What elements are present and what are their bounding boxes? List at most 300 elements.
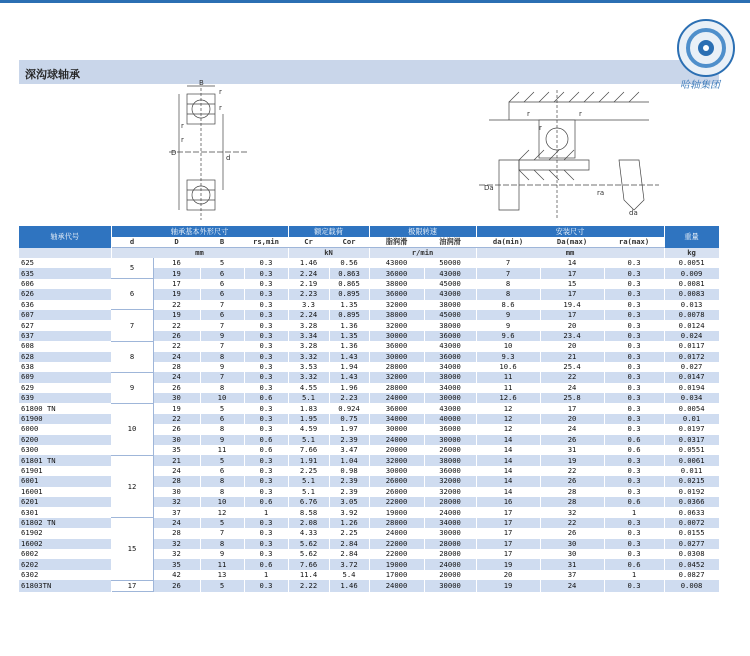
cell-oil: 30000 — [424, 528, 476, 538]
cell-ra: 0.3 — [604, 300, 664, 310]
table-body — [19, 258, 719, 592]
cell-grease: 43000 — [369, 258, 424, 268]
cell-cr: 5.62 — [288, 549, 329, 559]
cell-Da: 31 — [540, 559, 604, 569]
cell-oil: 36000 — [424, 352, 476, 362]
cell-Da: 20 — [540, 414, 604, 424]
cell-model: 61802 TN — [19, 518, 111, 528]
cell-ra: 0.3 — [604, 528, 664, 538]
cell-rs: 0.3 — [244, 414, 288, 424]
col-rs: rs,min — [244, 237, 288, 248]
cell-d: 7 — [111, 310, 153, 341]
cell-D: 32 — [153, 497, 200, 507]
cell-ra: 1 — [604, 507, 664, 517]
cell-ra: 0.3 — [604, 258, 664, 268]
cell-cr: 5.1 — [288, 487, 329, 497]
cell-cor: 0.98 — [329, 466, 369, 476]
cell-Da: 26 — [540, 435, 604, 445]
cell-cr: 6.76 — [288, 497, 329, 507]
cell-da: 8.6 — [476, 300, 540, 310]
cell-B: 8 — [200, 383, 244, 393]
cell-rs: 0.3 — [244, 341, 288, 351]
cell-da: 14 — [476, 455, 540, 465]
table-row — [19, 341, 719, 351]
label-r4: r — [181, 136, 184, 144]
cell-cor: 0.56 — [329, 258, 369, 268]
cell-B: 10 — [200, 393, 244, 403]
cell-B: 8 — [200, 352, 244, 362]
cell-cr: 2.19 — [288, 279, 329, 289]
cell-grease: 24000 — [369, 528, 424, 538]
table-row — [19, 403, 719, 413]
cell-cr: 2.24 — [288, 268, 329, 278]
col-B: B — [200, 237, 244, 248]
cell-rs: 0.3 — [244, 518, 288, 528]
cell-rs: 0.3 — [244, 476, 288, 486]
cell-grease: 28000 — [369, 383, 424, 393]
cell-B: 12 — [200, 507, 244, 517]
cell-da: 11 — [476, 372, 540, 382]
table-row — [19, 310, 719, 320]
cell-weight: 0.0317 — [664, 435, 719, 445]
cell-Da: 17 — [540, 289, 604, 299]
cell-da: 7 — [476, 258, 540, 268]
cell-da: 11 — [476, 383, 540, 393]
cell-weight: 0.0366 — [664, 497, 719, 507]
cell-weight: 0.034 — [664, 393, 719, 403]
cell-B: 7 — [200, 300, 244, 310]
cell-oil: 26000 — [424, 445, 476, 455]
cell-d: 12 — [111, 455, 153, 517]
cell-B: 7 — [200, 372, 244, 382]
cell-da: 14 — [476, 487, 540, 497]
cell-da: 14 — [476, 466, 540, 476]
cell-cor: 1.35 — [329, 331, 369, 341]
cell-B: 5 — [200, 518, 244, 528]
cell-da: 14 — [476, 435, 540, 445]
cell-ra: 0.3 — [604, 279, 664, 289]
cell-D: 24 — [153, 518, 200, 528]
cell-rs: 0.3 — [244, 528, 288, 538]
cell-model: 6302 — [19, 570, 111, 580]
cell-D: 32 — [153, 539, 200, 549]
cell-D: 19 — [153, 268, 200, 278]
cell-model: 608 — [19, 341, 111, 351]
unit-kg: kg — [664, 248, 719, 259]
label-da: da — [629, 209, 638, 217]
cell-rs: 0.3 — [244, 331, 288, 341]
cell-ra: 0.3 — [604, 549, 664, 559]
cell-D: 22 — [153, 341, 200, 351]
cell-cr: 1.95 — [288, 414, 329, 424]
cell-grease: 32000 — [369, 300, 424, 310]
cell-B: 9 — [200, 549, 244, 559]
cell-B: 9 — [200, 435, 244, 445]
cell-D: 42 — [153, 570, 200, 580]
cell-cr: 4.33 — [288, 528, 329, 538]
cell-B: 10 — [200, 497, 244, 507]
cell-cr: 2.23 — [288, 289, 329, 299]
cell-oil: 32000 — [424, 487, 476, 497]
cell-weight: 0.0061 — [664, 455, 719, 465]
cell-D: 28 — [153, 476, 200, 486]
cell-Da: 21 — [540, 352, 604, 362]
cell-cor: 2.84 — [329, 549, 369, 559]
cell-oil: 38000 — [424, 320, 476, 330]
cell-rs: 0.3 — [244, 310, 288, 320]
cell-da: 17 — [476, 528, 540, 538]
cell-D: 30 — [153, 487, 200, 497]
cell-D: 21 — [153, 455, 200, 465]
cell-Da: 32 — [540, 507, 604, 517]
cell-grease: 36000 — [369, 289, 424, 299]
cell-cor: 1.26 — [329, 518, 369, 528]
cell-B: 13 — [200, 570, 244, 580]
cell-D: 26 — [153, 331, 200, 341]
cell-rs: 0.3 — [244, 372, 288, 382]
cell-cr: 2.08 — [288, 518, 329, 528]
cell-cor: 2.39 — [329, 487, 369, 497]
cell-cor: 5.4 — [329, 570, 369, 580]
cell-da: 17 — [476, 549, 540, 559]
cell-rs: 0.3 — [244, 289, 288, 299]
cell-model: 61901 — [19, 466, 111, 476]
cell-D: 26 — [153, 424, 200, 434]
cell-cor: 1.35 — [329, 300, 369, 310]
cell-cr: 3.34 — [288, 331, 329, 341]
label-d: d — [226, 154, 231, 162]
cell-grease: 34000 — [369, 414, 424, 424]
cell-da: 9.6 — [476, 331, 540, 341]
cell-da: 16 — [476, 497, 540, 507]
cell-ra: 0.3 — [604, 476, 664, 486]
cell-weight: 0.0197 — [664, 424, 719, 434]
cell-weight: 0.0827 — [664, 570, 719, 580]
col-group-dims: 轴承基本外形尺寸 — [111, 226, 288, 237]
cell-weight: 0.0172 — [664, 352, 719, 362]
cell-rs: 0.3 — [244, 279, 288, 289]
col-cor: Cor — [329, 237, 369, 248]
cell-weight: 0.0551 — [664, 445, 719, 455]
cell-model: 628 — [19, 352, 111, 362]
cell-da: 7 — [476, 268, 540, 278]
cell-d: 5 — [111, 258, 153, 279]
cell-Da: 25.4 — [540, 362, 604, 372]
label-ra3: r — [539, 124, 542, 132]
table-row — [19, 518, 719, 528]
cell-model: 16001 — [19, 487, 111, 497]
cell-weight: 0.009 — [664, 268, 719, 278]
cell-cor: 0.895 — [329, 289, 369, 299]
cell-rs: 0.3 — [244, 300, 288, 310]
cell-model: 609 — [19, 372, 111, 382]
cell-Da: 23.4 — [540, 331, 604, 341]
cell-cor: 1.46 — [329, 580, 369, 591]
cell-da: 20 — [476, 570, 540, 580]
cell-d: 8 — [111, 341, 153, 372]
cell-weight: 0.0194 — [664, 383, 719, 393]
cell-rs: 0.6 — [244, 393, 288, 403]
cell-da: 9 — [476, 320, 540, 330]
cell-model: 6202 — [19, 559, 111, 569]
cell-B: 8 — [200, 539, 244, 549]
cell-ra: 0.3 — [604, 310, 664, 320]
cell-B: 6 — [200, 414, 244, 424]
cell-cor: 1.43 — [329, 352, 369, 362]
cell-da: 12 — [476, 424, 540, 434]
brand-logo — [676, 18, 736, 78]
cell-grease: 28000 — [369, 362, 424, 372]
cell-rs: 0.3 — [244, 352, 288, 362]
cell-da: 14 — [476, 476, 540, 486]
col-model: 轴承代号 — [19, 226, 111, 248]
cell-Da: 25.8 — [540, 393, 604, 403]
cell-da: 17 — [476, 539, 540, 549]
cell-model: 16002 — [19, 539, 111, 549]
top-accent-line — [0, 0, 750, 3]
label-D: D — [171, 149, 177, 157]
cell-weight: 0.0072 — [664, 518, 719, 528]
cell-ra: 0.3 — [604, 341, 664, 351]
cell-cor: 1.96 — [329, 383, 369, 393]
cell-cor: 3.05 — [329, 497, 369, 507]
cell-cor: 0.865 — [329, 279, 369, 289]
cell-B: 5 — [200, 580, 244, 591]
cell-rs: 0.3 — [244, 383, 288, 393]
cell-rs: 0.3 — [244, 258, 288, 268]
cell-rs: 0.3 — [244, 466, 288, 476]
cell-weight: 0.0308 — [664, 549, 719, 559]
cell-ra: 0.3 — [604, 320, 664, 330]
cell-B: 11 — [200, 445, 244, 455]
diagram-panel — [19, 60, 719, 226]
cell-weight: 0.01 — [664, 414, 719, 424]
cell-rs: 1 — [244, 570, 288, 580]
cell-model: 635 — [19, 268, 111, 278]
cell-oil: 40000 — [424, 414, 476, 424]
cell-cr: 2.24 — [288, 310, 329, 320]
cell-Da: 20 — [540, 341, 604, 351]
cell-ra: 0.3 — [604, 362, 664, 372]
cell-rs: 0.6 — [244, 445, 288, 455]
cell-cr: 5.1 — [288, 435, 329, 445]
cell-cor: 2.23 — [329, 393, 369, 403]
cell-cr: 7.66 — [288, 559, 329, 569]
cell-grease: 30000 — [369, 331, 424, 341]
cell-ra: 0.3 — [604, 403, 664, 413]
cell-D: 24 — [153, 372, 200, 382]
cell-cr: 5.1 — [288, 393, 329, 403]
cell-Da: 30 — [540, 549, 604, 559]
cell-Da: 19.4 — [540, 300, 604, 310]
cell-D: 35 — [153, 445, 200, 455]
cell-grease: 36000 — [369, 403, 424, 413]
cell-cr: 3.28 — [288, 320, 329, 330]
cell-da: 19 — [476, 580, 540, 591]
cell-rs: 0.3 — [244, 268, 288, 278]
panel-header — [19, 60, 719, 84]
cell-cr: 3.3 — [288, 300, 329, 310]
cell-D: 26 — [153, 580, 200, 591]
cell-grease: 32000 — [369, 320, 424, 330]
cell-model: 627 — [19, 320, 111, 330]
cell-B: 8 — [200, 487, 244, 497]
cell-rs: 0.3 — [244, 539, 288, 549]
cell-ra: 0.6 — [604, 445, 664, 455]
cell-ra: 0.3 — [604, 455, 664, 465]
cell-oil: 34000 — [424, 518, 476, 528]
cell-da: 9 — [476, 310, 540, 320]
cell-ra: 0.3 — [604, 372, 664, 382]
cell-cr: 5.62 — [288, 539, 329, 549]
table-row — [19, 279, 719, 289]
cell-da: 12 — [476, 414, 540, 424]
cell-grease: 36000 — [369, 268, 424, 278]
col-cr: Cr — [288, 237, 329, 248]
brand-name: 哈轴集团 — [680, 80, 720, 91]
cell-weight: 0.008 — [664, 580, 719, 591]
cell-grease: 26000 — [369, 476, 424, 486]
unit-rpm: r/min — [369, 248, 476, 259]
cell-rs: 0.3 — [244, 362, 288, 372]
cell-weight: 0.0215 — [664, 476, 719, 486]
cell-cor: 3.47 — [329, 445, 369, 455]
cell-B: 8 — [200, 424, 244, 434]
cell-D: 22 — [153, 320, 200, 330]
cell-D: 26 — [153, 383, 200, 393]
cell-d: 17 — [111, 580, 153, 591]
cell-ra: 0.3 — [604, 289, 664, 299]
cell-ra: 0.3 — [604, 539, 664, 549]
cell-cr: 1.46 — [288, 258, 329, 268]
cell-model: 6301 — [19, 507, 111, 517]
label-r2: r — [219, 104, 222, 112]
cell-da: 8 — [476, 289, 540, 299]
cell-rs: 0.6 — [244, 497, 288, 507]
cell-cor: 2.25 — [329, 528, 369, 538]
label-b: B — [199, 80, 204, 87]
cell-B: 5 — [200, 455, 244, 465]
cell-ra: 0.6 — [604, 559, 664, 569]
cell-grease: 32000 — [369, 372, 424, 382]
cell-weight: 0.0452 — [664, 559, 719, 569]
cell-cor: 2.39 — [329, 435, 369, 445]
cell-Da: 22 — [540, 466, 604, 476]
cell-oil: 43000 — [424, 268, 476, 278]
cell-cr: 3.28 — [288, 341, 329, 351]
cell-Da: 17 — [540, 310, 604, 320]
cell-da: 14 — [476, 445, 540, 455]
cell-Da: 30 — [540, 539, 604, 549]
label-r3: r — [181, 122, 184, 130]
col-grease: 脂润滑 — [369, 237, 424, 248]
cell-B: 5 — [200, 403, 244, 413]
cell-cor: 1.36 — [329, 320, 369, 330]
cell-cor: 1.43 — [329, 372, 369, 382]
cell-D: 30 — [153, 393, 200, 403]
cell-grease: 22000 — [369, 549, 424, 559]
unit-mm: mm — [111, 248, 288, 259]
cell-Da: 19 — [540, 455, 604, 465]
cell-ra: 0.3 — [604, 383, 664, 393]
cell-ra: 0.3 — [604, 466, 664, 476]
cell-d: 10 — [111, 403, 153, 455]
cell-grease: 22000 — [369, 539, 424, 549]
cell-rs: 0.3 — [244, 580, 288, 591]
cell-oil: 36000 — [424, 424, 476, 434]
cell-ra: 0.3 — [604, 414, 664, 424]
cell-cr: 3.32 — [288, 372, 329, 382]
cell-cor: 1.36 — [329, 341, 369, 351]
cell-grease: 32000 — [369, 455, 424, 465]
cell-D: 35 — [153, 559, 200, 569]
cell-grease: 26000 — [369, 487, 424, 497]
cell-rs: 1 — [244, 507, 288, 517]
cell-oil: 43000 — [424, 403, 476, 413]
cell-cor: 0.863 — [329, 268, 369, 278]
cell-da: 10.6 — [476, 362, 540, 372]
cell-model: 61902 — [19, 528, 111, 538]
cell-oil: 30000 — [424, 435, 476, 445]
unit-kn: kN — [288, 248, 369, 259]
cell-ra: 1 — [604, 570, 664, 580]
cell-D: 28 — [153, 528, 200, 538]
cell-Da: 26 — [540, 476, 604, 486]
unit-blank — [19, 248, 111, 259]
cell-cr: 4.59 — [288, 424, 329, 434]
cell-oil: 38000 — [424, 455, 476, 465]
cell-B: 9 — [200, 331, 244, 341]
table-row — [19, 455, 719, 465]
cell-grease: 19000 — [369, 559, 424, 569]
cell-ra: 0.3 — [604, 331, 664, 341]
cell-Da: 24 — [540, 580, 604, 591]
cell-D: 30 — [153, 435, 200, 445]
cell-Da: 37 — [540, 570, 604, 580]
cell-oil: 45000 — [424, 279, 476, 289]
cell-da: 17 — [476, 507, 540, 517]
cell-Da: 15 — [540, 279, 604, 289]
cell-rs: 0.3 — [244, 320, 288, 330]
col-oil: 油润滑 — [424, 237, 476, 248]
table-row — [19, 258, 719, 268]
cell-cor: 3.72 — [329, 559, 369, 569]
col-d: d — [111, 237, 153, 248]
cell-grease: 38000 — [369, 310, 424, 320]
cell-grease: 38000 — [369, 279, 424, 289]
cell-D: 24 — [153, 352, 200, 362]
cell-Da: 14 — [540, 258, 604, 268]
cell-model: 637 — [19, 331, 111, 341]
cell-oil: 30000 — [424, 580, 476, 591]
cell-ra: 0.6 — [604, 435, 664, 445]
col-group-loads: 额定载荷 — [288, 226, 369, 237]
cell-Da: 22 — [540, 518, 604, 528]
cell-B: 7 — [200, 341, 244, 351]
cell-cor: 2.84 — [329, 539, 369, 549]
cell-oil: 28000 — [424, 549, 476, 559]
cell-D: 19 — [153, 310, 200, 320]
cell-oil: 50000 — [424, 258, 476, 268]
cell-cor: 0.924 — [329, 403, 369, 413]
label-r1: r — [219, 88, 222, 96]
cell-rs: 0.3 — [244, 549, 288, 559]
cell-D: 28 — [153, 362, 200, 372]
cell-oil: 20000 — [424, 570, 476, 580]
col-D: D — [153, 237, 200, 248]
cell-B: 7 — [200, 528, 244, 538]
cell-cor: 2.39 — [329, 476, 369, 486]
